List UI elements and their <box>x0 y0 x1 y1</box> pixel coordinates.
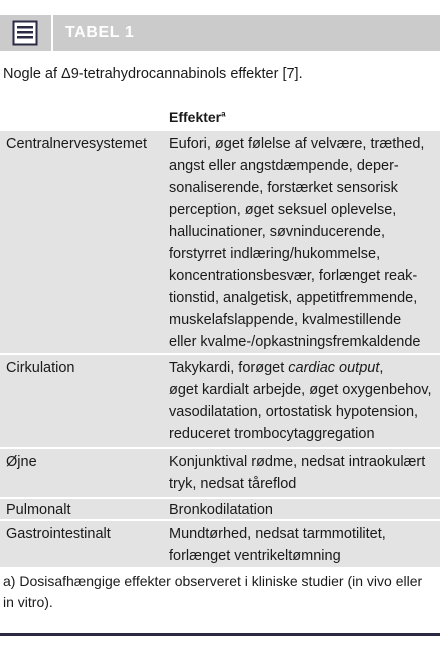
effect-line: tionstid, analgetisk, appetitfremmende, <box>169 290 418 306</box>
bottom-rule <box>0 633 440 636</box>
effect-line: Konjunktival rødme, nedsat intraokulært <box>169 454 426 470</box>
row-effects <box>169 523 435 567</box>
effect-line: hallucinationer, søvninducerende, <box>169 224 386 240</box>
effect-line: muskelafslappende, kvalmestillende <box>169 312 402 328</box>
column-header-label: Effekter <box>169 109 222 125</box>
effect-line: reduceret trombocytaggregation <box>169 426 375 442</box>
effect-line: Bronkodilatation <box>169 502 273 518</box>
effect-line: Eufori, øget følelse af velvære, træthed, <box>169 136 425 152</box>
row-category: Øjne <box>6 454 37 470</box>
table-row <box>0 131 440 353</box>
row-category: Cirkulation <box>6 360 75 376</box>
table-icon <box>9 18 41 48</box>
column-header-effects <box>169 109 226 125</box>
table-title: TABEL 1 <box>65 24 135 41</box>
row-category: Gastrointestinalt <box>6 526 111 542</box>
effect-line: eller kvalme-/opkastningsfremkaldende <box>169 334 421 350</box>
effect-line: angst eller angstdæmpende, deper- <box>169 158 399 174</box>
table-row <box>0 355 440 447</box>
row-category: Pulmonalt <box>6 502 71 518</box>
row-effects <box>169 357 435 445</box>
caption-text: Nogle af Δ9-tetrahydrocannabinols effekter [7]. <box>3 66 303 82</box>
row-effects <box>169 451 435 495</box>
table-row <box>0 449 440 497</box>
table-row <box>0 499 440 519</box>
row-effects <box>169 499 435 521</box>
effect-line: vasodilatation, ortostatisk hypotension, <box>169 404 419 420</box>
effect-line: Takykardi, forøget cardiac output, <box>169 360 384 376</box>
table-footnote: a) Dosisafhængige effekter observeret i kliniske studier (in vivo eller in vitro). <box>3 573 423 610</box>
table-header-band <box>0 15 440 51</box>
effect-line: tryk, nedsat tåreflod <box>169 476 297 492</box>
effect-line: perception, øget seksuel oplevelse, <box>169 202 397 218</box>
effect-line: forlænget ventrikeltømning <box>169 548 341 564</box>
effect-line: forstyrret indlæring/hukommelse, <box>169 246 381 262</box>
table-caption <box>3 66 303 82</box>
row-category: Centralnervesystemet <box>6 136 148 152</box>
header-separator <box>51 15 53 51</box>
effect-line: øget kardialt arbejde, øget oxygenbehov, <box>169 382 432 398</box>
footnote-marker: a <box>221 109 226 119</box>
table-row <box>0 521 440 567</box>
italic-term: cardiac output <box>288 360 380 376</box>
row-effects <box>169 133 435 353</box>
effect-line: koncentrationsbesvær, forlænget reak- <box>169 268 418 284</box>
effect-line: Mundtørhed, nedsat tarmmotilitet, <box>169 526 386 542</box>
effect-line: sonaliserende, forstærket sensorisk <box>169 180 398 196</box>
